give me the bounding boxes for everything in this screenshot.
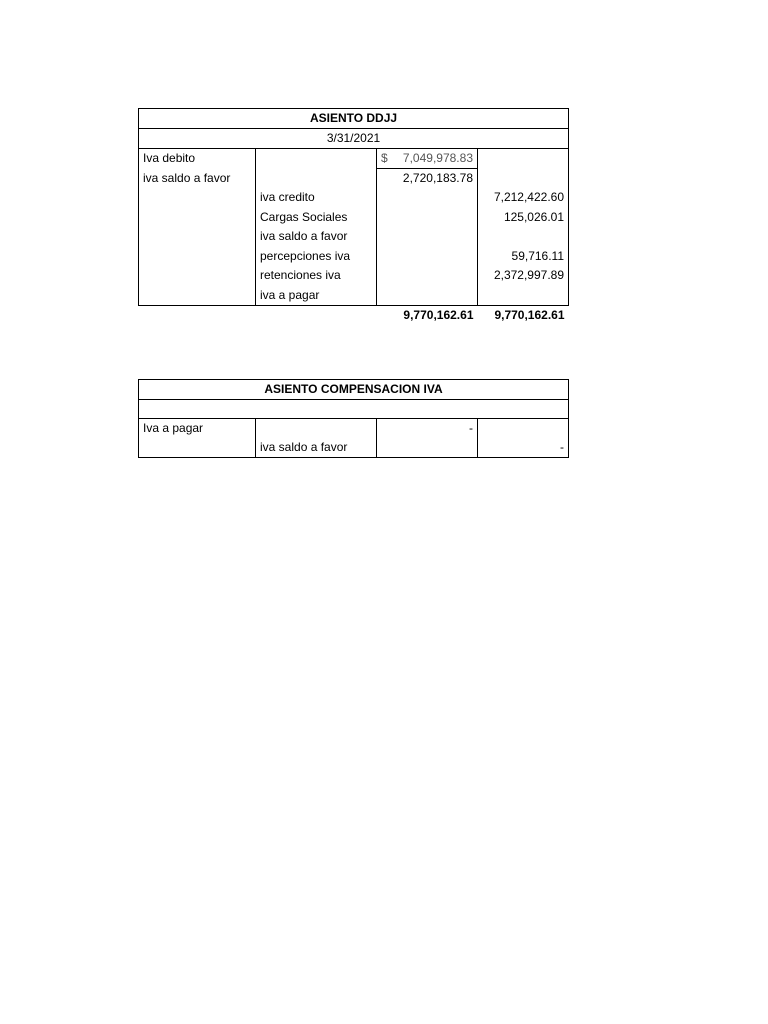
amount-value: 7,049,978.83 [402,151,473,165]
totals-row [139,305,569,325]
currency-symbol: $ [381,151,388,165]
credit-amount: 125,026.01 [478,208,569,228]
credit-amount: - [478,438,569,458]
credit-account: iva saldo a favor [256,227,377,247]
table-row [139,149,569,169]
credit-account: percepciones iva [256,247,377,267]
asiento-compensacion-table [138,379,568,458]
credit-amount [478,227,569,247]
credit-account: iva a pagar [256,286,377,306]
total-debit: 9,770,162.61 [403,307,474,322]
credit-account: iva credito [256,188,377,208]
entry-date [139,400,569,419]
debit-amount [377,149,478,169]
table-row [139,169,569,189]
table-row [139,188,569,208]
debit-account: Iva debito [139,149,256,169]
table-row [139,227,569,247]
table-row [139,286,569,306]
credit-amount [478,286,569,306]
credit-amount: 7,212,422.60 [478,188,569,208]
entry-date: 3/31/2021 [139,129,569,149]
table-row [139,419,569,439]
credit-account: Cargas Sociales [256,208,377,228]
debit-account: Iva a pagar [139,419,256,439]
credit-amount: 59,716.11 [478,247,569,267]
total-credit: 9,770,162.61 [494,307,565,322]
credit-account: iva saldo a favor [256,438,377,458]
debit-account: iva saldo a favor [139,169,256,189]
debit-amount: - [377,419,478,439]
table-row [139,438,569,458]
credit-amount: 2,372,997.89 [478,266,569,286]
table-title: ASIENTO COMPENSACION IVA [139,380,569,400]
asiento-ddjj-table [138,108,568,325]
credit-account: retenciones iva [256,266,377,286]
table-row [139,208,569,228]
table-row [139,266,569,286]
debit-amount: 2,720,183.78 [377,169,478,189]
table-title: ASIENTO DDJJ [139,109,569,129]
table-row [139,247,569,267]
